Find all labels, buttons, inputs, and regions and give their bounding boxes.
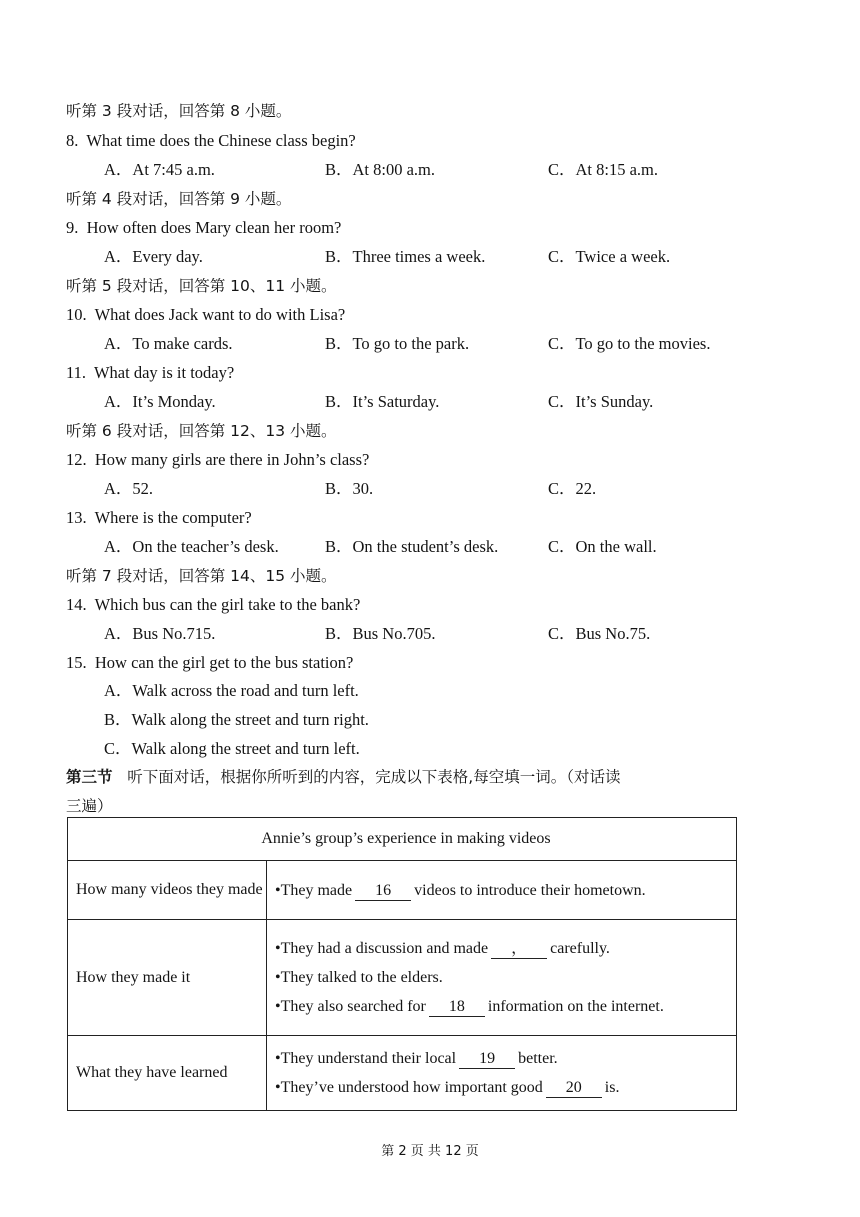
row-content: [267, 920, 737, 1036]
question-text: Where is the computer?: [94, 508, 252, 527]
section-instruction: 听第 5 段对话，回答第 10、11 小题。: [66, 277, 337, 295]
option-b: B．To go to the park.: [325, 334, 470, 353]
part3-instruction: [66, 767, 620, 787]
experience-table: [67, 817, 737, 1111]
question-text: What time does the Chinese class begin?: [86, 131, 356, 150]
bullet-item: •They also searched for 18 information on the internet.: [275, 998, 664, 1015]
question-14: [66, 595, 360, 615]
part3-instruction-cont: 三遍）: [66, 797, 113, 815]
table-title: Annie’s group’s experience in making videos: [68, 818, 737, 861]
question-number: 11.: [66, 363, 87, 382]
option-b: B．Walk along the street and turn right.: [104, 710, 369, 729]
answer-blank: ，: [491, 940, 547, 959]
question-15: [66, 653, 353, 673]
section-instruction: 听第 4 段对话，回答第 9 小题。: [66, 190, 292, 208]
part3-label: 第三节: [66, 768, 113, 786]
option-a: A．At 7:45 a.m.: [104, 160, 215, 179]
table-row: [68, 861, 737, 920]
question-9: [66, 218, 341, 238]
answer-blank: 19: [459, 1050, 515, 1069]
bullet-item: •They had a discussion and made ， carefully.: [275, 940, 610, 957]
row-label: What they have learned: [68, 1036, 267, 1111]
option-b: B．30.: [325, 479, 374, 498]
answer-blank: 16: [355, 882, 411, 901]
bullet-item: •They made 16 videos to introduce their hometown.: [275, 881, 646, 899]
option-a: A．Walk across the road and turn left.: [104, 681, 359, 700]
option-b: B．On the student’s desk.: [325, 537, 499, 556]
option-a: A．On the teacher’s desk.: [104, 537, 279, 556]
option-c: C．It’s Sunday.: [548, 392, 654, 411]
table-row: [68, 920, 737, 1036]
question-number: 13.: [66, 508, 87, 527]
option-b: B．Bus No.705.: [325, 624, 436, 643]
answer-blank: 18: [429, 998, 485, 1017]
question-text: How can the girl get to the bus station?: [94, 653, 354, 672]
option-c: C．Walk along the street and turn left.: [104, 739, 360, 758]
question-text: How often does Mary clean her room?: [86, 218, 342, 237]
table-row: [68, 1036, 737, 1111]
section-instruction: 听第 7 段对话，回答第 14、15 小题。: [66, 567, 337, 585]
part3-instruction-text: 听下面对话，根据你所听到的内容，完成以下表格,每空填一词。（对话读: [127, 768, 621, 786]
row-label: How they made it: [68, 920, 267, 1036]
question-number: 12.: [66, 450, 87, 469]
option-c: C．Bus No.75.: [548, 624, 651, 643]
option-c: C．At 8:15 a.m.: [548, 160, 658, 179]
question-text: How many girls are there in John’s class?: [94, 450, 370, 469]
option-c: C．22.: [548, 479, 597, 498]
question-number: 8.: [66, 131, 79, 150]
question-text: What does Jack want to do with Lisa?: [94, 305, 346, 324]
option-a: A．Bus No.715.: [104, 624, 216, 643]
option-b: B．It’s Saturday.: [325, 392, 440, 411]
option-c: C．On the wall.: [548, 537, 657, 556]
question-number: 14.: [66, 595, 87, 614]
bullet-item: •They’ve understood how important good 20 is.: [275, 1079, 620, 1096]
section-instruction: 听第 3 段对话，回答第 8 小题。: [66, 102, 292, 120]
option-c: C．Twice a week.: [548, 247, 671, 266]
question-11: [66, 363, 234, 383]
question-text: Which bus can the girl take to the bank?: [94, 595, 361, 614]
row-label: How many videos they made: [68, 861, 267, 920]
option-a: A．52.: [104, 479, 154, 498]
question-text: What day is it today?: [93, 363, 235, 382]
question-13: [66, 508, 252, 528]
question-number: 9.: [66, 218, 79, 237]
row-content: [267, 1036, 737, 1111]
page-footer: 第 2 页 共 12 页: [381, 1144, 479, 1159]
question-number: 10.: [66, 305, 87, 324]
row-content: [267, 861, 737, 920]
answer-blank: 20: [546, 1079, 602, 1098]
section-instruction: 听第 6 段对话，回答第 12、13 小题。: [66, 422, 337, 440]
question-12: [66, 450, 369, 470]
question-8: [66, 131, 356, 151]
bullet-item: •They talked to the elders.: [275, 969, 443, 986]
option-c: C．To go to the movies.: [548, 334, 711, 353]
option-a: A．Every day.: [104, 247, 203, 266]
bullet-item: •They understand their local 19 better.: [275, 1050, 558, 1067]
question-number: 15.: [66, 653, 87, 672]
option-a: A．It’s Monday.: [104, 392, 216, 411]
option-b: B．Three times a week.: [325, 247, 486, 266]
question-10: [66, 305, 345, 325]
option-b: B．At 8:00 a.m.: [325, 160, 435, 179]
option-a: A．To make cards.: [104, 334, 233, 353]
